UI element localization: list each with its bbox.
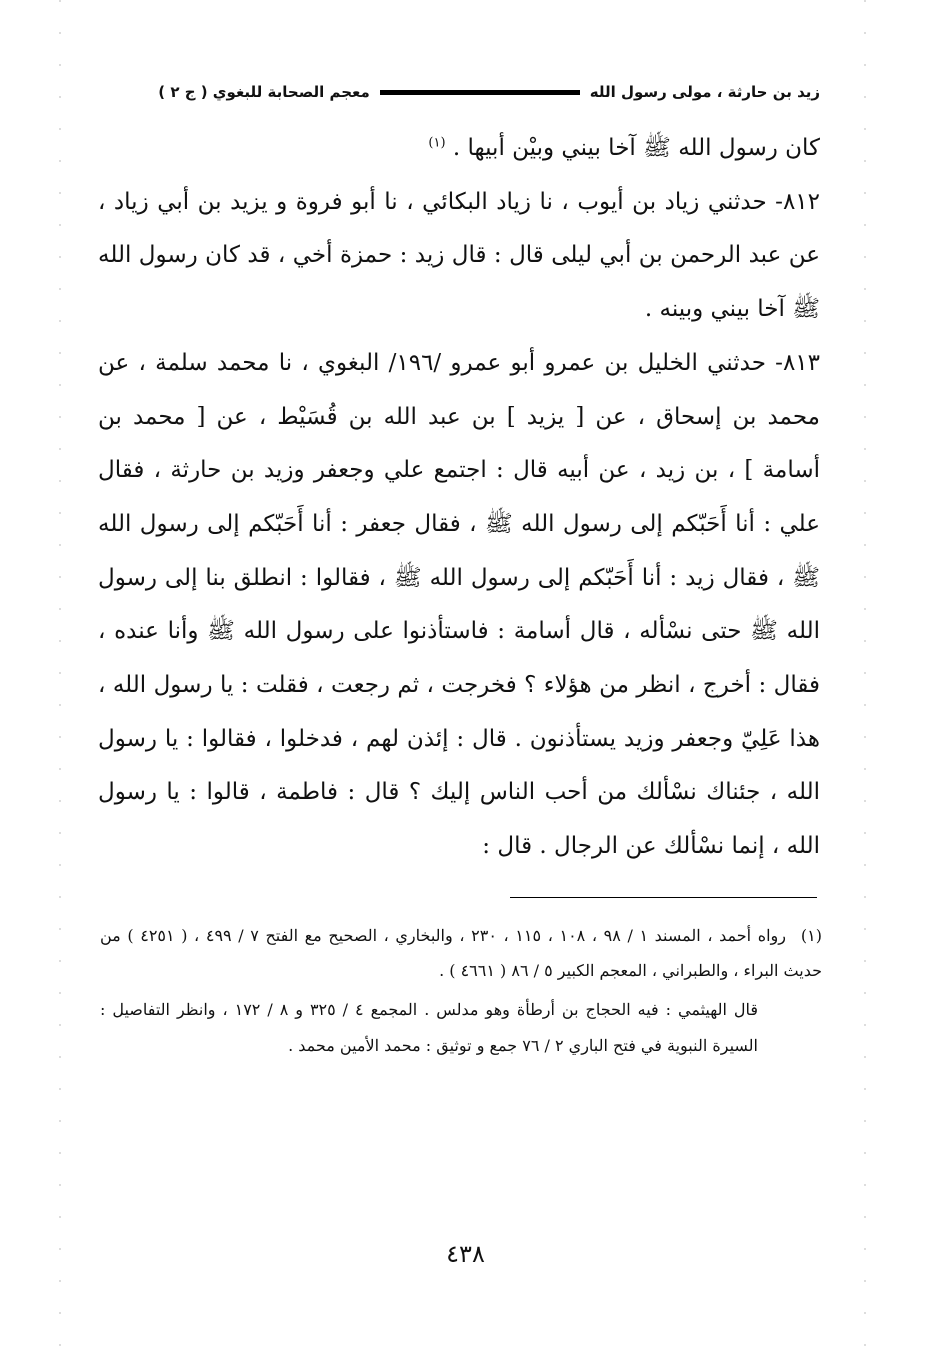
footnote-1-note: قال الهيثمي : فيه الحجاج بن أرطأة وهو مدلس . المجمع ٤ / ٣٢٥ و ٨ / ١٧٢ ، وانظر التفاصيل : السيرة النبوية في فتح الباري ٢ / ٧٦ جمع و توثيق : محمد الأمين محمد . xyxy=(100,1000,759,1055)
footnote-marker: (١) xyxy=(428,135,446,151)
hadith-813: ٨١٣- حدثني الخليل بن عمرو أبو عمرو /١٩٦/ البغوي ، نا محمد سلمة ، عن محمد بن إسحاق ، عن [ يزيد ] بن عبد الله بن قُسَيْط ، عن [ محمد بن أسامة ] ، بن زيد ، عن أبيه قال : اجتمع علي وجعفر وزيد بن حارثة ، فقال علي : أنا أَحَبّكم إلى رسول الله ﷺ ، فقال جعفر : أنا أَحَبّكم إلى رسول الله ﷺ ، فقال زيد : أنا أَحَبّكم إلى رسول الله ﷺ ، فقالوا : انطلق بنا إلى رسول الله ﷺ حتى نسْأله ، قال أسامة : فاستأذنوا على رسول الله ﷺ وأنا عنده ، فقال : أخرج ، انظر من هؤلاء ؟ فخرجت ، ثم رجعت ، فقلت : يا رسول الله ، هذا عَلِيّ وجعفر وزيد يستأذنون . قال : إئذن لهم ، فدخلوا ، فقالوا : يا رسول الله ، جئناك نسْألك من أحب الناس إليك ؟ قال : فاطمة ، قالوا : يا رسول الله ، إنما نسْألك عن الرجال . قال : xyxy=(98,349,820,860)
header-chapter-title: زيد بن حارثة ، مولى رسول الله xyxy=(589,83,820,101)
page-number: ٤٣٨ xyxy=(446,1240,485,1268)
footnote-number: (١) xyxy=(800,926,822,945)
hadith-812: ٨١٢- حدثني زياد بن أيوب ، نا زياد البكائي ، نا أبو فروة و يزيد بن أبي زياد ، عن عبد الرحمن بن أبي ليلى قال : قال زيد : حمزة أخي ، قد كان رسول الله ﷺ آخا بيني وبينه . xyxy=(98,188,820,323)
footnote-1-text: رواه أحمد ، المسند ١ / ٩٨ ، ١٠٨ ، ١١٥ ، ٢٣٠ ، والبخاري ، الصحيح مع الفتح ٧ / ٤٩٩ ، ( ٤٢٥١ ) من حديث البراء ، والطبراني ، المعجم الكبير ٥ / ٨٦ ( ٤٦٦١ ) . xyxy=(100,926,822,981)
header-book-title: معجم الصحابة للبغوي ( ج ٢ ) xyxy=(158,83,370,101)
paragraph-1-text: كان رسول الله ﷺ آخا بيني وبيْن أبيها . xyxy=(452,135,820,161)
